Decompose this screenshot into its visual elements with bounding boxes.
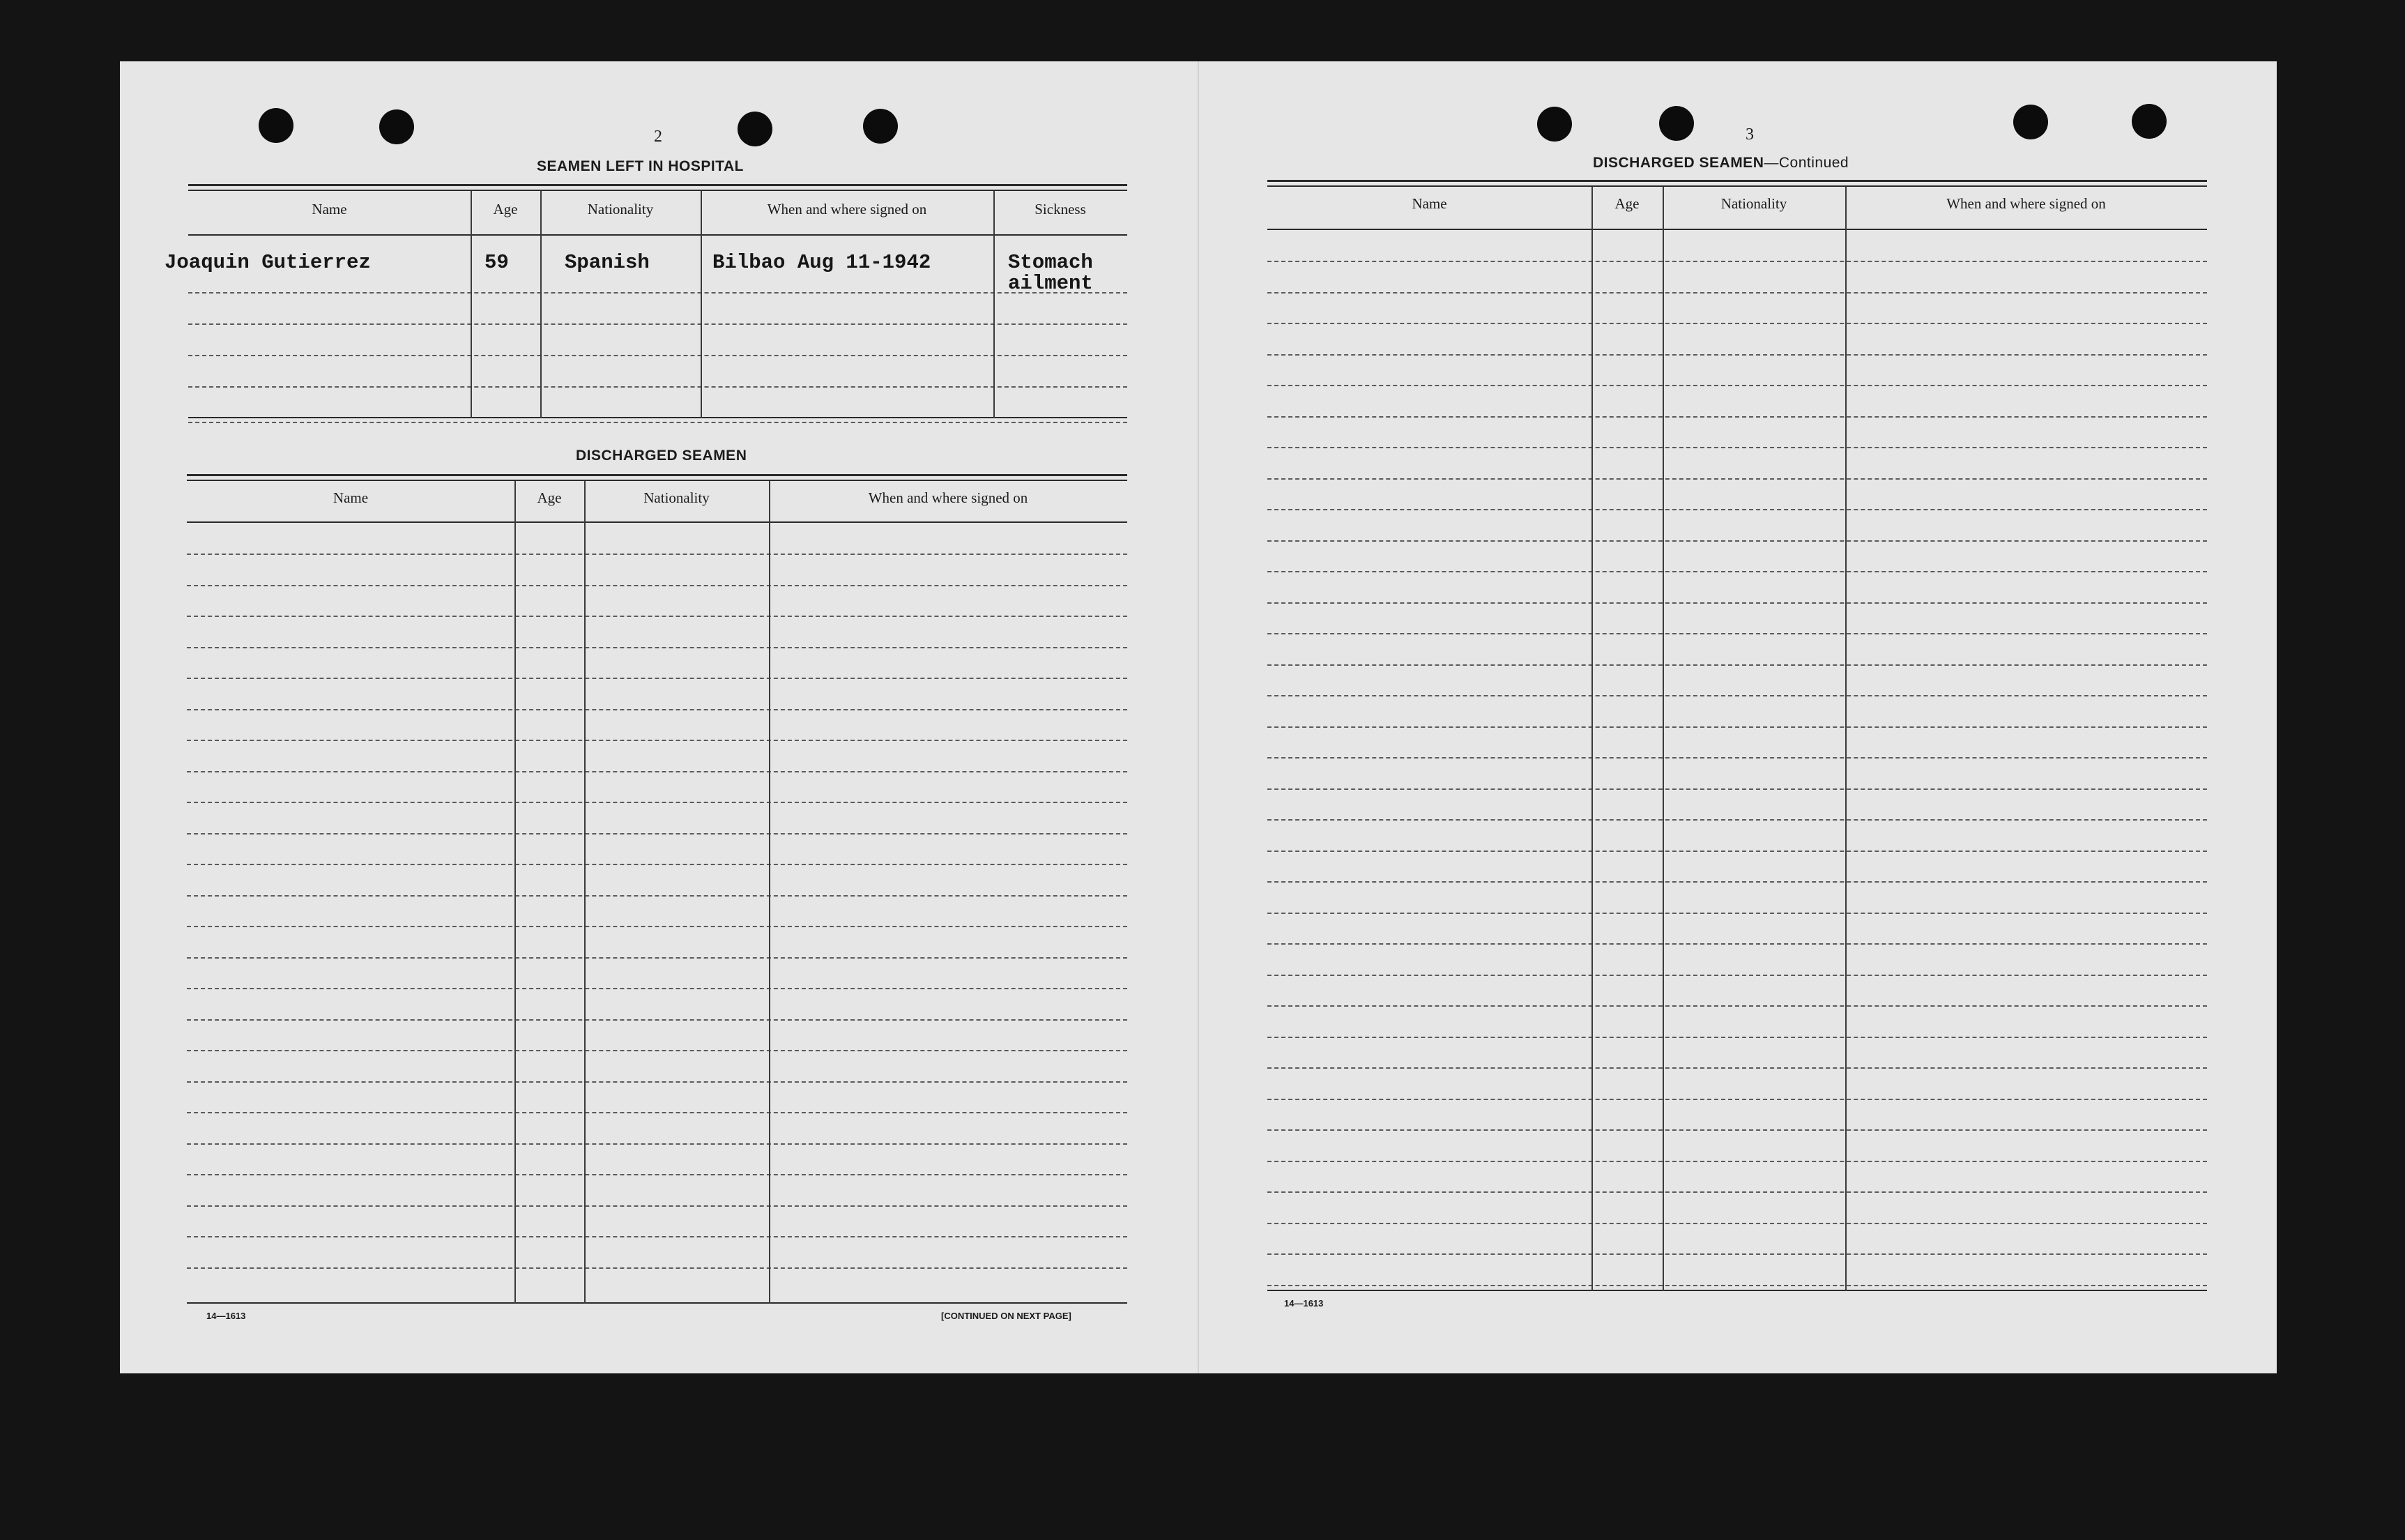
row-line — [187, 802, 1127, 803]
discharged-section-title: DISCHARGED SEAMEN — [576, 448, 747, 464]
punch-hole — [1537, 107, 1572, 142]
column-header-signed-on: When and where signed on — [767, 201, 927, 218]
column-header-name: Name — [1412, 195, 1447, 212]
title-main: DISCHARGED SEAMEN — [1593, 155, 1764, 171]
row-line — [187, 709, 1127, 710]
column-divider — [701, 191, 702, 418]
entry-sickness-line-1: Stomach — [1008, 251, 1093, 274]
row-line — [187, 988, 1127, 989]
row-line — [1267, 819, 2207, 821]
row-line — [1267, 540, 2207, 542]
row-line — [188, 292, 1127, 293]
punch-hole — [1659, 106, 1694, 141]
table-bottom-rule — [1267, 1290, 2207, 1291]
row-line — [1267, 1067, 2207, 1069]
table-bottom-rule — [188, 422, 1127, 423]
row-line — [1267, 1191, 2207, 1193]
column-header-age: Age — [537, 489, 562, 506]
page-number-right: 3 — [1746, 125, 1754, 144]
row-line — [1267, 726, 2207, 728]
row-line — [187, 957, 1127, 959]
row-line — [187, 585, 1127, 586]
column-header-age: Age — [493, 201, 518, 218]
row-line — [187, 833, 1127, 834]
entry-name: Joaquin Gutierrez — [165, 251, 371, 274]
header-divider — [188, 234, 1127, 236]
row-line — [1267, 633, 2207, 634]
row-line — [187, 1236, 1127, 1237]
row-line — [1267, 757, 2207, 758]
column-header-signed-on: When and where signed on — [868, 489, 1028, 506]
column-header-signed-on: When and where signed on — [1946, 195, 2106, 212]
hospital-section-title: SEAMEN LEFT IN HOSPITAL — [537, 158, 744, 174]
row-line — [187, 1019, 1127, 1021]
column-divider — [769, 481, 770, 1304]
row-line — [1267, 1037, 2207, 1038]
row-line — [1267, 975, 2207, 976]
column-header-nationality: Nationality — [587, 201, 654, 218]
table-top-rule — [187, 474, 1127, 476]
form-number-right: 14—1613 — [1284, 1298, 1324, 1309]
punch-hole — [738, 112, 772, 146]
row-line — [1267, 913, 2207, 914]
column-divider — [540, 191, 542, 418]
column-divider — [1591, 187, 1593, 1291]
discharged-continued-table — [1267, 180, 2207, 1295]
row-line — [1267, 1253, 2207, 1255]
punch-hole — [259, 108, 293, 143]
row-line — [187, 926, 1127, 927]
row-line — [188, 323, 1127, 325]
row-line — [187, 554, 1127, 555]
row-line — [1267, 695, 2207, 696]
row-line — [1267, 664, 2207, 666]
column-divider — [993, 191, 995, 418]
row-line — [188, 355, 1127, 356]
table-bottom-rule — [188, 417, 1127, 418]
row-line — [1267, 788, 2207, 790]
row-line — [1267, 509, 2207, 510]
row-line — [187, 1112, 1127, 1113]
row-line — [187, 1174, 1127, 1175]
row-line — [1267, 323, 2207, 324]
row-line — [1267, 385, 2207, 386]
column-header-age: Age — [1614, 195, 1640, 212]
discharged-continued-title — [1593, 155, 1849, 171]
discharged-table — [187, 474, 1127, 1305]
row-line — [187, 1267, 1127, 1269]
row-line — [1267, 416, 2207, 418]
row-line — [187, 1143, 1127, 1145]
header-divider — [1267, 229, 2207, 230]
table-top-rule — [188, 184, 1127, 186]
row-line — [1267, 881, 2207, 883]
column-divider — [471, 191, 472, 418]
table-top-rule — [1267, 180, 2207, 182]
page-number-left: 2 — [654, 128, 662, 146]
entry-sickness-line-2: ailment — [1008, 272, 1093, 295]
column-divider — [1845, 187, 1847, 1291]
column-header-nationality: Nationality — [1720, 195, 1787, 212]
form-number-left: 14—1613 — [206, 1311, 246, 1321]
row-line — [187, 1205, 1127, 1207]
punch-hole — [2013, 105, 2048, 139]
row-line — [187, 1081, 1127, 1083]
punch-hole — [863, 109, 898, 144]
row-line — [1267, 851, 2207, 852]
row-line — [1267, 1005, 2207, 1007]
title-suffix: —Continued — [1764, 155, 1849, 171]
table-bottom-rule — [187, 1302, 1127, 1304]
row-line — [1267, 478, 2207, 480]
column-divider — [584, 481, 586, 1304]
page-fold — [1198, 61, 1199, 1373]
continued-note: [CONTINUED ON NEXT PAGE] — [941, 1311, 1071, 1321]
row-line — [1267, 602, 2207, 604]
row-line — [187, 771, 1127, 772]
row-line — [1267, 571, 2207, 572]
table-top-rule — [187, 480, 1127, 481]
row-line — [1267, 1223, 2207, 1224]
row-line — [187, 740, 1127, 741]
table-top-rule — [1267, 185, 2207, 187]
row-line — [1267, 447, 2207, 448]
row-line — [187, 895, 1127, 897]
entry-nationality: Spanish — [565, 251, 650, 274]
row-line — [187, 678, 1127, 679]
row-line — [1267, 1099, 2207, 1100]
column-header-name: Name — [333, 489, 369, 506]
punch-hole — [379, 109, 414, 144]
row-line — [187, 616, 1127, 617]
column-header-sickness: Sickness — [1034, 201, 1086, 218]
hospital-table — [188, 184, 1127, 427]
row-line — [1267, 1129, 2207, 1131]
column-divider — [1663, 187, 1664, 1291]
row-line — [1267, 261, 2207, 262]
row-line — [187, 647, 1127, 648]
entry-age: 59 — [484, 251, 509, 274]
row-line — [1267, 1161, 2207, 1162]
header-divider — [187, 521, 1127, 523]
column-divider — [514, 481, 516, 1304]
column-header-name: Name — [312, 201, 347, 218]
row-line — [1267, 292, 2207, 293]
row-line — [187, 864, 1127, 865]
entry-signed-on: Bilbao Aug 11-1942 — [712, 251, 931, 274]
punch-hole — [2132, 104, 2167, 139]
row-line — [1267, 1285, 2207, 1286]
row-line — [1267, 943, 2207, 945]
column-header-nationality: Nationality — [643, 489, 710, 506]
table-top-rule — [188, 190, 1127, 191]
row-line — [1267, 354, 2207, 356]
row-line — [187, 1050, 1127, 1051]
row-line — [188, 386, 1127, 388]
